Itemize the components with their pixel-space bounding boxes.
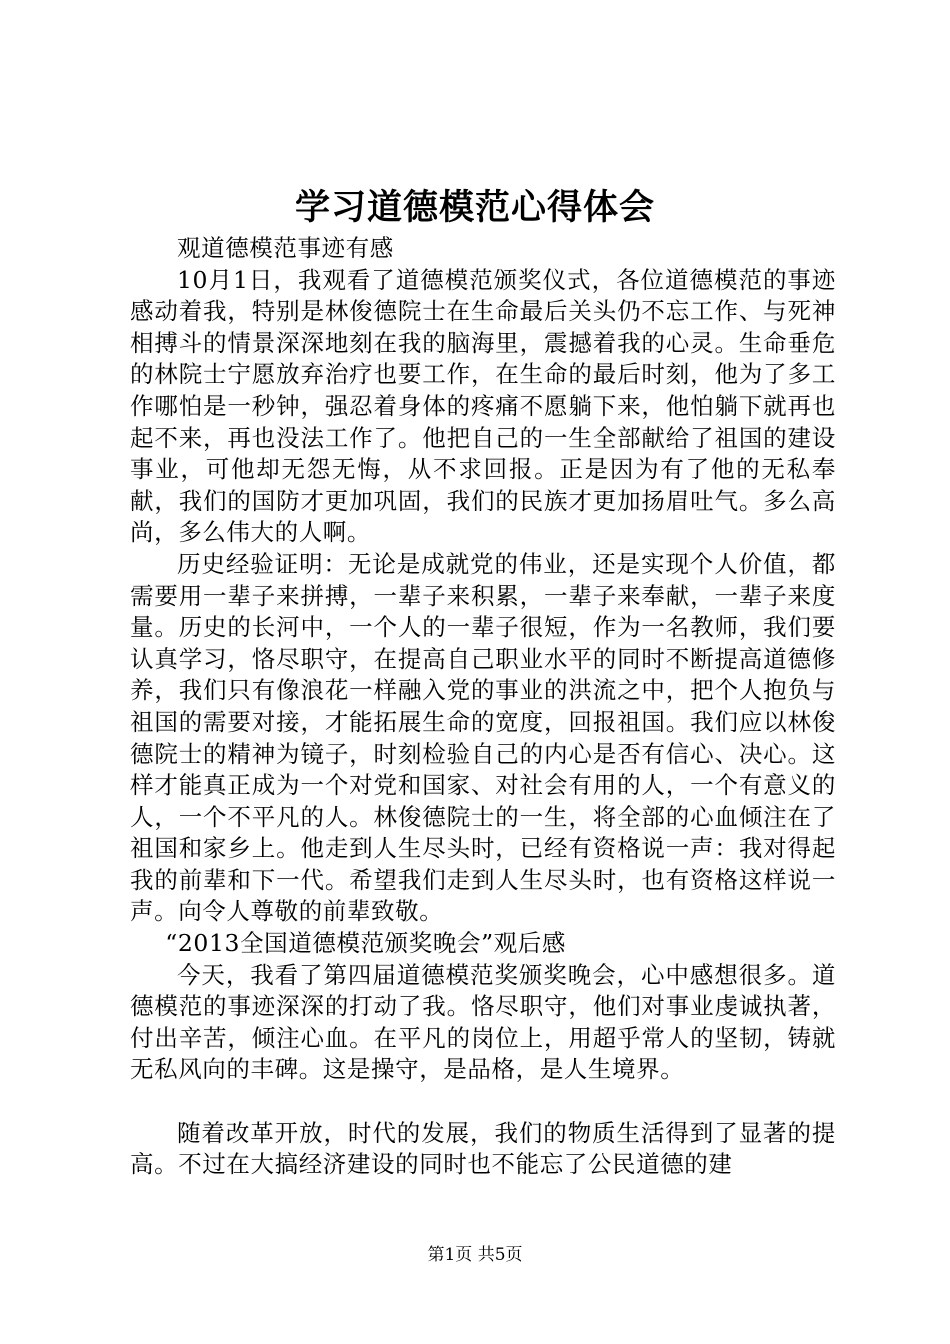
section-heading-2: “2013全国道德模范颁奖晚会”观后感: [165, 929, 566, 958]
paragraph: 历史经验证明：无论是成就党的伟业，还是实现个人价值，都需要用一辈子来拼搏，一辈子来积累，一辈子来奉献，一辈子来度量。历史的长河中，一个人的一辈子很短，作为一名教师，我们要认真学习，恪尽职守，在提高自己职业水平的同时不断提高道德修养，我们只有像浪花一样融入党的事业的洪流之中，把个人抱负与祖国的需要对接，才能拓展生命的宽度，回报祖国。我们应以林俊德院士的精神为镜子，时刻检验自己的内心是否有信心、决心。这样才能真正成为一个对党和国家、对社会有用的人，一个有意义的人，一个不平凡的人。林俊德院士的一生，将全部的心血倾注在了祖国和家乡上。他走到人生尽头时，已经有资格说一声：我对得起我的前辈和下一代。希望我们走到人生尽头时，也有资格这样说一声。向令人尊敬的前辈致敬。: [130, 549, 836, 926]
paragraph: 今天，我看了第四届道德模范奖颁奖晚会，心中感想很多。道德模范的事迹深深的打动了我。恪尽职守，他们对事业虔诚执著，付出辛苦，倾注心血。在平凡的岗位上，用超乎常人的坚韧，铸就无私风向的丰碑。这是操守，是品格，是人生境界。: [130, 960, 836, 1084]
page-number-footer: 第1页 共5页: [427, 1245, 523, 1265]
paragraph: 10月1日，我观看了道德模范颁奖仪式，各位道德模范的事迹感动着我，特别是林俊德院士在生命最后关头仍不忘工作、与死神相搏斗的情景深深地刻在我的脑海里，震撼着我的心灵。生命垂危的林院士宁愿放弃治疗也要工作，在生命的最后时刻，他为了多工作哪怕是一秒钟，强忍着身体的疼痛不愿躺下来，他怕躺下就再也起不来，再也没法工作了。他把自己的一生全部献给了祖国的建设事业，可他却无怨无悔，从不求回报。正是因为有了他的无私奉献，我们的国防才更加巩固，我们的民族才更加扬眉吐气。多么高尚，多么伟大的人啊。: [130, 265, 836, 547]
section-heading-1: 观道德模范事迹有感: [177, 234, 394, 262]
document-body: [130, 233, 836, 1181]
paragraph: 随着改革开放，时代的发展，我们的物质生活得到了显著的提高。不过在大搞经济建设的同时也不能忘了公民道德的建: [130, 1118, 836, 1179]
document-title: 学习道德模范心得体会: [294, 187, 655, 228]
blank-line: [130, 1086, 836, 1118]
